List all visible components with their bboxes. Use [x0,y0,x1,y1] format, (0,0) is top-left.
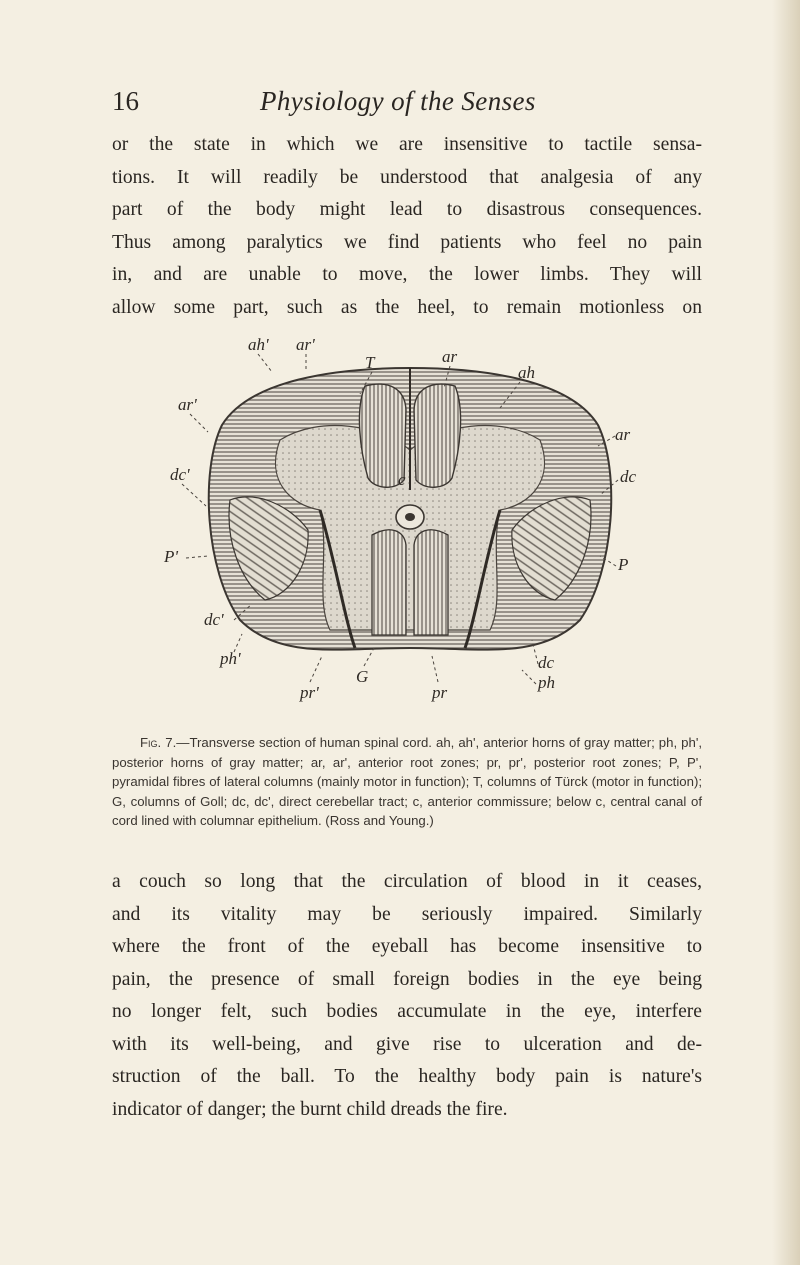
label-c: c [398,470,406,489]
goll-column-right [414,530,448,635]
running-head: Physiology of the Senses [260,86,536,116]
spinal-cord-figure [160,330,660,710]
figure-label: Fig. 7. [140,735,177,750]
turck-column-right [414,384,461,487]
label-ph: ph [538,673,555,692]
text-line: indicator of danger; the burnt child dreads the fire. [112,1098,508,1120]
label-dc-right: dc [620,467,637,486]
page-edge-shadow [772,0,800,1265]
text-line: where the front of the eyeball has become insensitive to [112,936,702,957]
text-line: pain, the presence of small foreign bodies in the eye being [112,968,702,990]
paragraph-top [112,129,702,324]
label-ar-top: ar [442,347,458,366]
label-g: G [356,667,369,686]
text-line: struction of the ball. To the healthy body pain is nature's [112,1066,702,1087]
text-line: no longer felt, such bodies accumulate in the eye, interfere [112,1001,702,1022]
label-dc-prime: dc' [170,465,190,484]
label-ar-prime-left: ar' [178,395,197,414]
text-line: Thus among paralytics we find patients who feel no pain [112,231,702,253]
paragraph-bottom [112,866,702,1126]
text-line: a couch so long that the circulation of blood in it ceases, [112,871,702,892]
text-line: tions. It will readily be understood that analgesia of any [112,166,702,188]
spinal-cord-diagram [160,330,660,710]
label-t: T [365,353,375,372]
text-line: in, and are unable to move, the lower limbs. They will [112,264,702,285]
label-p: P [618,555,629,574]
text-line: allow some part, such as the heel, to remain motionless on [112,296,702,318]
label-ph-prime: ph' [220,649,241,668]
page-number: 16 [112,86,139,116]
figure-caption [112,733,702,831]
label-ar-prime-top: ar' [296,335,315,354]
goll-column-left [372,530,406,635]
label-dc-prime-low: dc' [204,610,224,629]
label-dc-low: dc [538,653,555,672]
label-ah: ah [518,363,535,382]
label-ah-prime: ah' [248,335,269,354]
text-line: part of the body might lead to disastrous consequences. [112,199,702,220]
page-header [112,86,702,126]
label-ar-right: ar [615,425,631,444]
text-line: or the state in which we are insensitive to tactile sensa- [112,134,702,155]
text-line: with its well-being, and give rise to ulceration and de- [112,1033,702,1055]
label-pr-prime: pr' [300,683,319,702]
label-pr: pr [432,683,448,702]
caption-text: —Transverse section of human spinal cord. ah, ah', anterior horns of gray matter; ph, ph', posterior horns of gray matter; ar, ar', anterior root zones; pr, pr', posterior root zones; P, P', pyramidal fibres of lateral columns (mainly motor in function); T, columns of Türck (motor in function); G, columns of Goll; dc, dc', direct cerebellar tract; c, anterior commissure; below c, central canal of cord lined with columnar epithelium. (Ross and Young.) [112,735,702,829]
label-p-prime: P' [164,547,179,566]
central-canal-lumen [405,513,415,521]
text-line: and its vitality may be seriously impaired. Similarly [112,903,702,925]
